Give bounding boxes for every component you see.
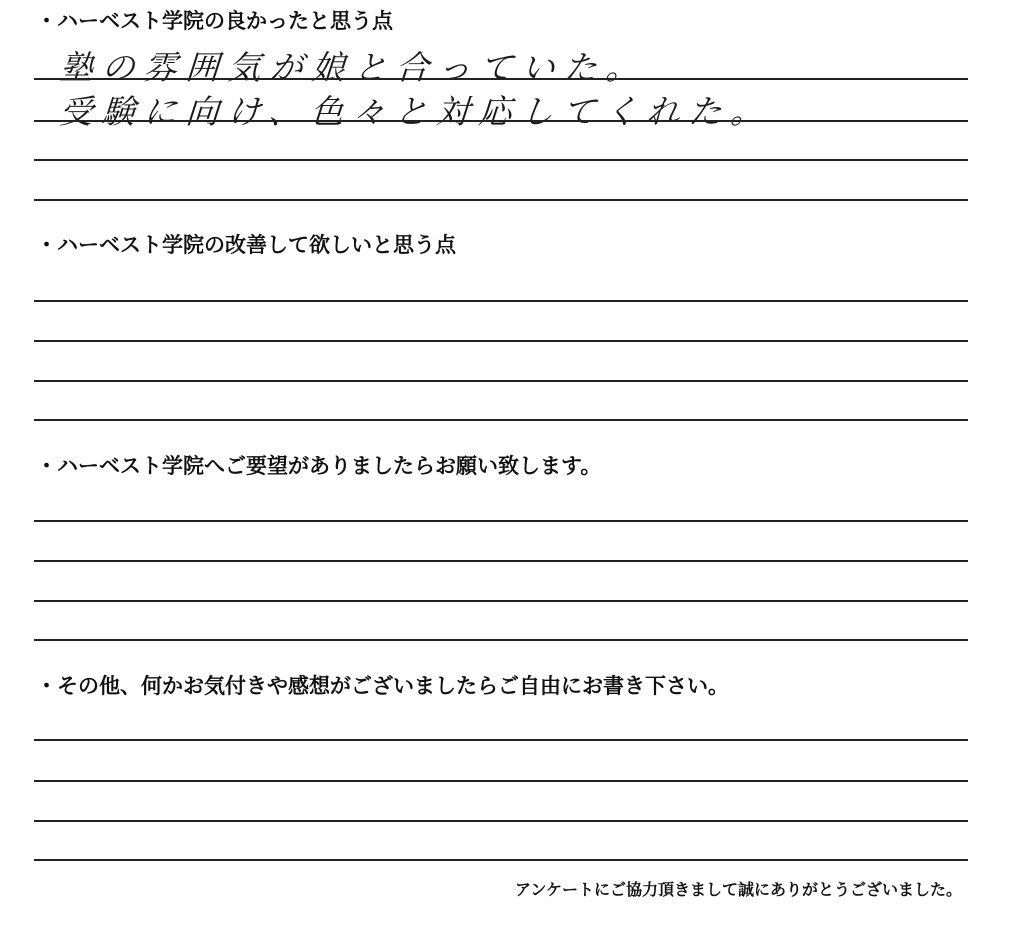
section-1-answer-1: 塾の雰囲気が娘と合っていた。 [58,48,650,87]
answer-line [34,600,968,602]
answer-line [34,199,968,201]
answer-line [34,300,968,302]
answer-line [34,340,968,342]
answer-line [34,859,968,861]
answer-line [34,639,968,641]
thank-you-note: アンケートにご協力頂きまして誠にありがとうございました。 [514,880,962,899]
answer-line [34,159,968,161]
section-1-answer-2: 受験に向け、色々と対応してくれた。 [58,92,774,131]
answer-line [34,419,968,421]
answer-line [34,739,968,741]
section-2-question: ・ハーベスト学院の改善して欲しいと思う点 [36,233,456,257]
answer-line [34,780,968,782]
section-3-question: ・ハーベスト学院へご要望がありましたらお願い致します。 [36,454,602,478]
answer-line [34,560,968,562]
answer-line [34,120,968,122]
section-1-question: ・ハーベスト学院の良かったと思う点 [36,9,393,33]
answer-line [34,520,968,522]
answer-line [34,380,968,382]
answer-line [34,78,968,80]
section-4-question: ・その他、何かお気付きや感想がございましたらご自由にお書き下さい。 [36,674,729,698]
answer-line [34,820,968,822]
